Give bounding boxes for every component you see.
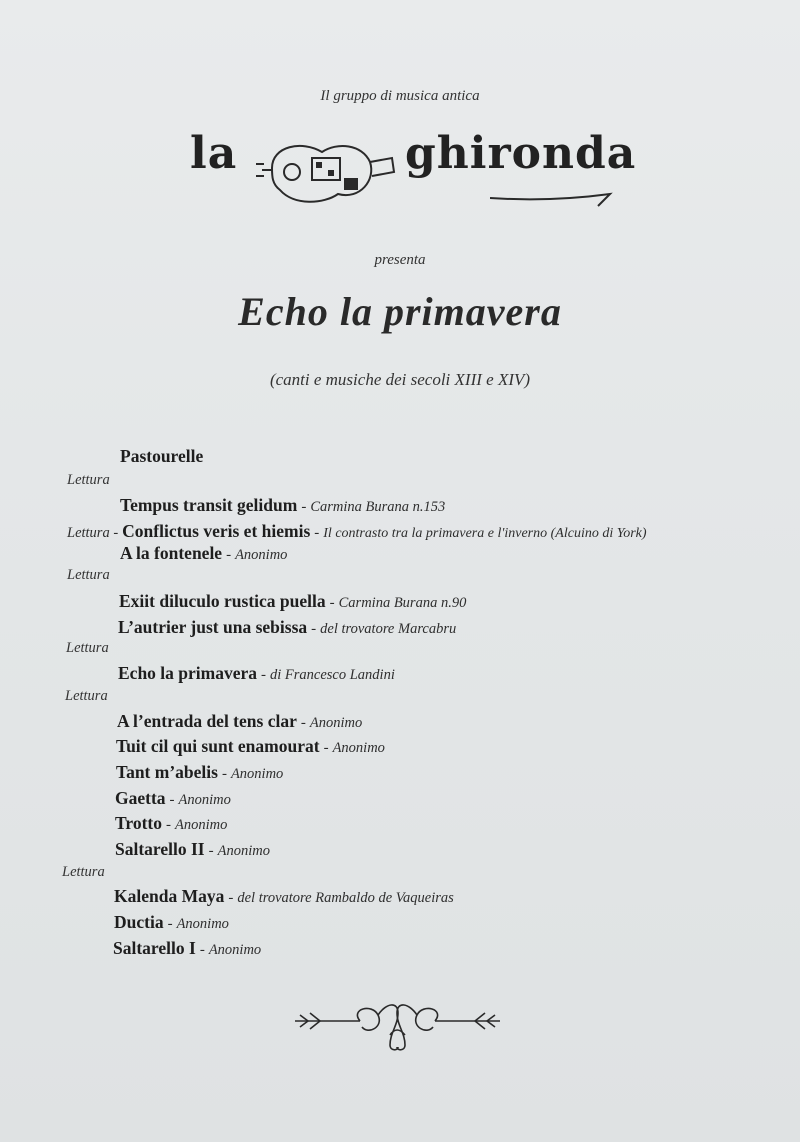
piece-author: del trovatore Rambaldo de Vaqueiras [237, 890, 454, 906]
ensemble-logo [190, 118, 637, 218]
piece-author: Anonimo [208, 942, 262, 958]
program-item [113, 938, 261, 959]
program-item [114, 912, 229, 933]
piece-title: Tant m’abelis [116, 762, 218, 782]
lettura-label: Lettura [65, 688, 108, 704]
piece-title: Trotto [115, 813, 162, 833]
piece-title: Tuit cil qui sunt enamourat [116, 736, 320, 756]
separator: - [323, 740, 329, 756]
program-item [115, 839, 270, 860]
program-item [117, 711, 362, 732]
program-item [119, 591, 466, 612]
separator: - [228, 890, 234, 906]
separator: - [221, 766, 227, 782]
piece-title: A la fontenele [120, 543, 223, 563]
piece-author: Anonimo [176, 916, 229, 932]
program-item [118, 663, 395, 684]
program-item [67, 521, 647, 542]
piece-author: Carmina Burana n.90 [338, 595, 467, 611]
separator: - [300, 715, 306, 731]
separator: - [199, 942, 205, 958]
piece-title: L’autrier just una sebissa [118, 617, 308, 637]
piece-author: Carmina Burana n.153 [310, 499, 446, 515]
piece-title: Kalenda Maya [114, 886, 225, 906]
program-item [114, 886, 454, 907]
separator: - [167, 916, 173, 932]
concert-title: Echo la primavera [238, 289, 562, 334]
piece-author: Anonimo [178, 792, 231, 808]
program-item [116, 762, 283, 783]
lettura-label: Lettura - [67, 525, 119, 541]
hurdy-gurdy-icon [252, 128, 402, 213]
separator: - [165, 817, 171, 833]
logo-word-left: la [190, 128, 238, 179]
separator: - [311, 621, 317, 637]
separator: - [261, 667, 267, 683]
lettura-label: Lettura [67, 567, 110, 583]
piece-author: di Francesco Landini [270, 667, 395, 683]
presenta-label: presenta [374, 252, 426, 268]
piece-title: Tempus transit gelidum [120, 495, 298, 515]
group-subtitle: Il gruppo di musica antica [320, 88, 480, 104]
lettura-label: Lettura [67, 472, 110, 488]
program-item [115, 813, 227, 834]
piece-author: Anonimo [217, 843, 270, 859]
program-item [115, 788, 231, 809]
separator: - [226, 547, 232, 563]
lettura-label: Lettura [66, 640, 109, 656]
piece-title: Pastourelle [120, 446, 204, 466]
decorative-flourish-icon [290, 995, 505, 1055]
lettura-label: Lettura [62, 864, 105, 880]
piece-title: A l’entrada del tens clar [117, 711, 297, 731]
concert-subtitle: (canti e musiche dei secoli XIII e XIV) [269, 370, 531, 389]
piece-title: Ductia [114, 912, 164, 932]
program-item [120, 446, 203, 467]
piece-title: Gaetta [115, 788, 166, 808]
program-item [116, 736, 385, 757]
piece-author: Il contrasto tra la primavera e l'inverno (Alcuino di York) [323, 526, 647, 541]
separator: - [169, 792, 175, 808]
piece-title: Echo la primavera [118, 663, 258, 683]
logo-underline-flourish [490, 188, 615, 212]
program-item [120, 543, 287, 564]
piece-author: Anonimo [309, 715, 363, 731]
piece-author: Anonimo [230, 766, 284, 782]
separator: - [208, 843, 214, 859]
separator: - [301, 499, 307, 515]
separator: - [329, 595, 335, 611]
program-item [118, 617, 456, 638]
program-item [120, 495, 445, 516]
separator: - [314, 525, 320, 541]
piece-title: Exiit diluculo rustica puella [119, 591, 326, 611]
piece-author: Anonimo [332, 740, 385, 756]
piece-title: Saltarello II [115, 839, 205, 859]
piece-author: Anonimo [235, 547, 288, 563]
piece-title: Saltarello I [113, 938, 196, 958]
piece-author: del trovatore Marcabru [320, 621, 457, 637]
logo-word-right: ghironda [405, 128, 637, 179]
piece-title: Conflictus veris et hiemis [122, 521, 311, 541]
piece-author: Anonimo [174, 817, 228, 833]
